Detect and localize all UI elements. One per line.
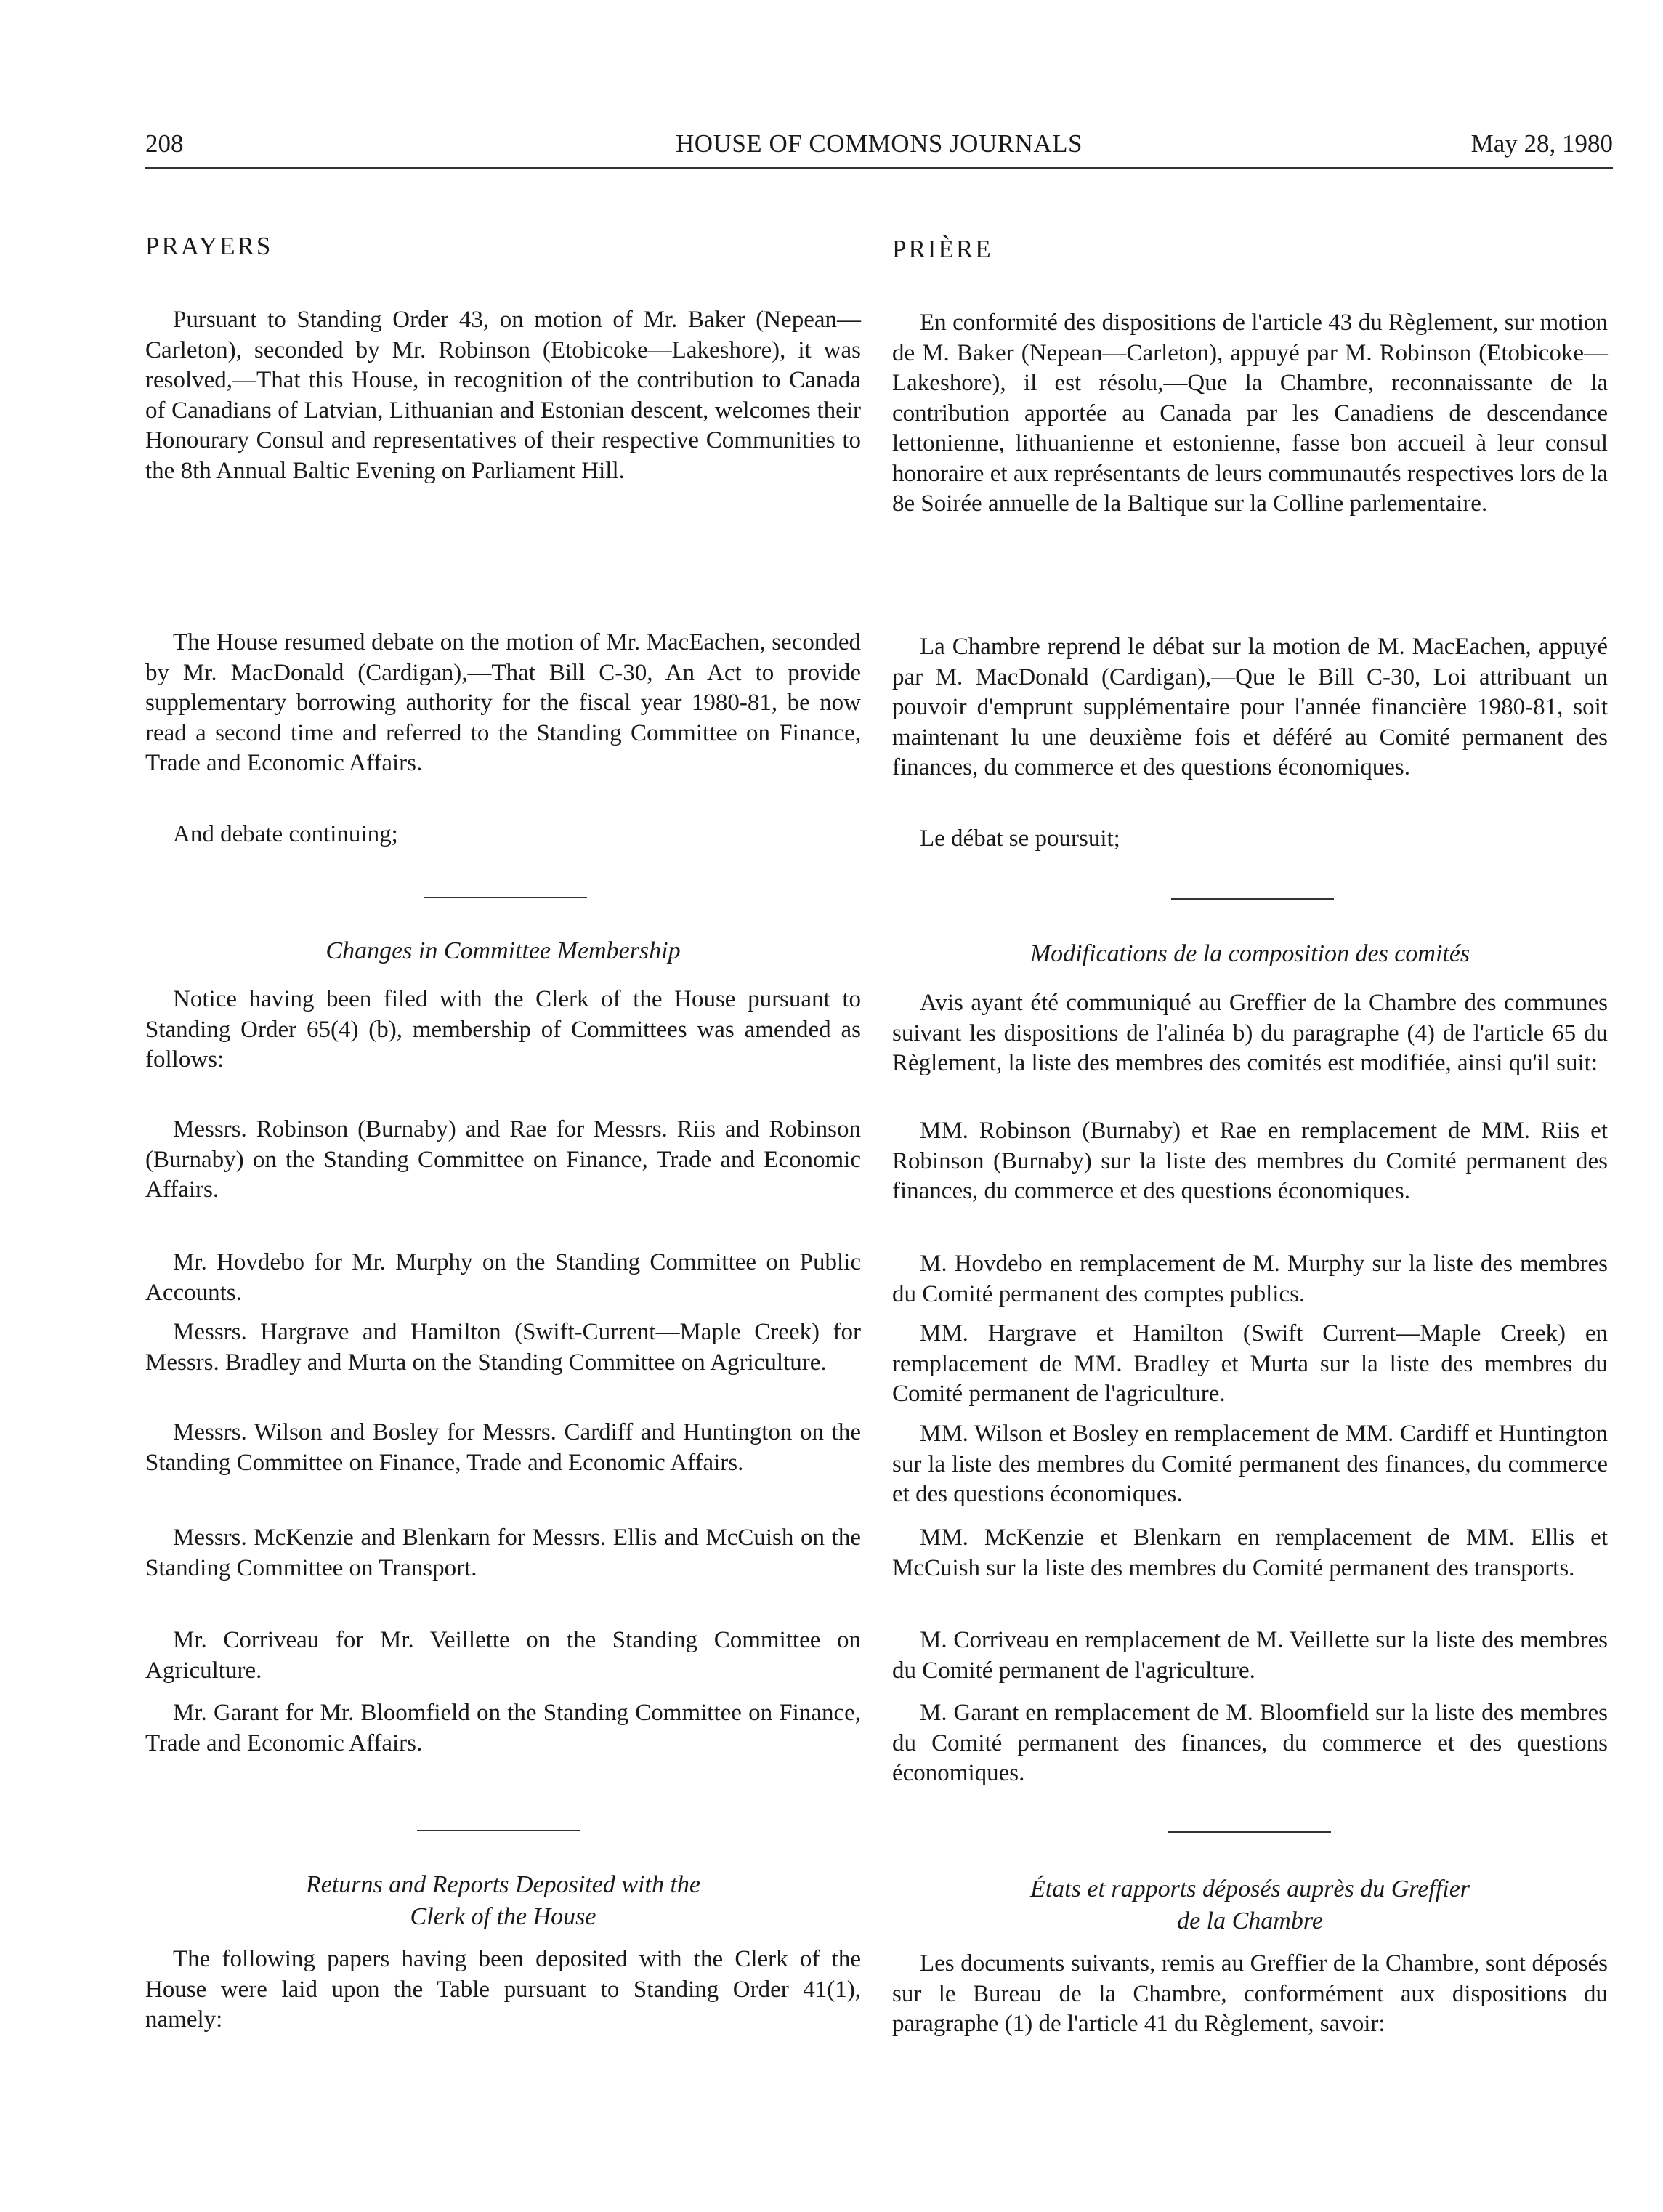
- committee-change-en: Mr. Corriveau for Mr. Veillette on the Standing Committee on Agriculture.: [145, 1627, 861, 1684]
- committee-change-fr: MM. Robinson (Burnaby) et Rae en remplacement de MM. Riis et Robinson (Burnaby) sur la liste des membres du Comité permanent des finances, du commerce et des questions économiques.: [892, 1118, 1608, 1204]
- separator-fr-1: [1171, 898, 1334, 900]
- baltic-motion-fr: En conformité des dispositions de l'article 43 du Règlement, sur motion de M. Baker (Nepean—Carleton), appuyé par M. Robinson (Etobicoke—Lakeshore), il est résolu,—Que la Chambre, reconnaissante de la contribution apportée au Canada par les Canadiens de descendance lettonienne, lithuanienne et estonienne, fasse bon accueil à leur consul honoraire et aux représentants de leurs communautés respectives lors de la 8e Soirée annuelle de la Baltique sur la Colline parlementaire.: [892, 310, 1608, 517]
- debate-resumed-en: The House resumed debate on the motion of Mr. MacEachen, seconded by Mr. MacDonald (Cardigan),—That Bill C-30, An Act to provide supplementary borrowing authority for the fiscal year 1980-81, be now read a second time and referred to the Standing Committee on Finance, Trade and Economic Affairs.: [145, 629, 861, 776]
- returns-heading-en: [145, 1869, 861, 1933]
- returns-heading-fr: [892, 1873, 1608, 1937]
- separator-en-1: [424, 897, 587, 898]
- prayers-heading-fr: PRIÈRE: [892, 235, 993, 263]
- prayers-heading-en: PRAYERS: [145, 232, 273, 260]
- committee-change-fr: MM. McKenzie et Blenkarn en remplacement de MM. Ellis et McCuish sur la liste des membres du Comité permanent des transports.: [892, 1525, 1608, 1581]
- committee-change-fr: M. Garant en remplacement de M. Bloomfield sur la liste des membres du Comité permanent des finances, du commerce et des questions économiques.: [892, 1700, 1608, 1786]
- committee-heading-en: Changes in Committee Membership: [325, 937, 681, 964]
- page-number: 208: [145, 129, 184, 158]
- committee-notice-en: Notice having been filed with the Clerk of the House pursuant to Standing Order 65(4) (b), membership of Committees was amended as follows:: [145, 986, 861, 1073]
- committee-change-en: Messrs. Hargrave and Hamilton (Swift-Current—Maple Creek) for Messrs. Bradley and Murta on the Standing Committee on Agriculture.: [145, 1319, 861, 1376]
- returns-text-en: The following papers having been deposited with the Clerk of the House were laid upon the Table pursuant to Standing Order 41(1), namely:: [145, 1946, 861, 2033]
- separator-en-2: [417, 1830, 580, 1831]
- header-rule: [145, 167, 1613, 169]
- returns-heading-fr-line2: de la Chambre: [1177, 1908, 1323, 1934]
- committee-change-en: Messrs. Robinson (Burnaby) and Rae for Messrs. Riis and Robinson (Burnaby) on the Standing Committee on Finance, Trade and Economic Affairs.: [145, 1116, 861, 1203]
- returns-heading-fr-line1: États et rapports déposés auprès du Greffier: [1029, 1876, 1470, 1902]
- debate-resumed-fr: La Chambre reprend le débat sur la motion de M. MacEachen, appuyé par M. MacDonald (Cardigan),—Que le Bill C-30, Loi attribuant un pouvoir d'emprunt supplémentaire pour l'année financière 1980-81, soit maintenant lu une deuxième fois et déféré au Comité permanent des finances, du commerce et des questions économiques.: [892, 634, 1608, 780]
- committee-change-en: Messrs. Wilson and Bosley for Messrs. Cardiff and Huntington on the Standing Committee on Finance, Trade and Economic Affairs.: [145, 1419, 861, 1476]
- committee-change-fr: MM. Wilson et Bosley en remplacement de MM. Cardiff et Huntington sur la liste des membres du Comité permanent des finances, du commerce et des questions économiques.: [892, 1421, 1608, 1507]
- returns-text-fr: Les documents suivants, remis au Greffier de la Chambre, sont déposés sur le Bureau de la Chambre, conformément aux dispositions du paragraphe (1) de l'article 41 du Règlement, savoir:: [892, 1950, 1608, 2037]
- separator-fr-2: [1168, 1831, 1331, 1833]
- committee-heading-fr: Modifications de la composition des comités: [1029, 940, 1470, 967]
- committee-change-en: Messrs. McKenzie and Blenkarn for Messrs. Ellis and McCuish on the Standing Committee on Transport.: [145, 1525, 861, 1581]
- journal-date: May 28, 1980: [1470, 129, 1613, 158]
- committee-change-en: Mr. Hovdebo for Mr. Murphy on the Standing Committee on Public Accounts.: [145, 1249, 861, 1306]
- committee-change-fr: M. Corriveau en remplacement de M. Veillette sur la liste des membres du Comité permanent de l'agriculture.: [892, 1627, 1608, 1684]
- committee-change-fr: M. Hovdebo en remplacement de M. Murphy sur la liste des membres du Comité permanent des comptes publics.: [892, 1251, 1608, 1307]
- returns-heading-en-line2: Clerk of the House: [410, 1903, 596, 1930]
- journal-title: HOUSE OF COMMONS JOURNALS: [676, 129, 1083, 158]
- returns-heading-en-line1: Returns and Reports Deposited with the: [305, 1871, 700, 1898]
- baltic-motion-en: Pursuant to Standing Order 43, on motion of Mr. Baker (Nepean—Carleton), seconded by Mr. Robinson (Etobicoke—Lakeshore), it was resolved,—That this House, in recognition of the contribution to Canada of Canadians of Latvian, Lithuanian and Estonian descent, welcomes their Honourary Consul and representatives of their respective Communities to the 8th Annual Baltic Evening on Parliament Hill.: [145, 307, 861, 484]
- committee-change-fr: MM. Hargrave et Hamilton (Swift Current—Maple Creek) en remplacement de MM. Bradley et Murta sur la liste des membres du Comité permanent de l'agriculture.: [892, 1320, 1608, 1407]
- debate-continuing-en: And debate continuing;: [173, 821, 398, 847]
- page-header: [145, 129, 1613, 170]
- committee-notice-fr: Avis ayant été communiqué au Greffier de la Chambre des communes suivant les dispositions de l'alinéa b) du paragraphe (4) de l'article 65 du Règlement, la liste des membres des comités est modifiée, ainsi qu'il suit:: [892, 990, 1608, 1076]
- debate-continuing-fr: Le débat se poursuit;: [920, 826, 1120, 852]
- committee-change-en: Mr. Garant for Mr. Bloomfield on the Standing Committee on Finance, Trade and Economic Affairs.: [145, 1700, 861, 1756]
